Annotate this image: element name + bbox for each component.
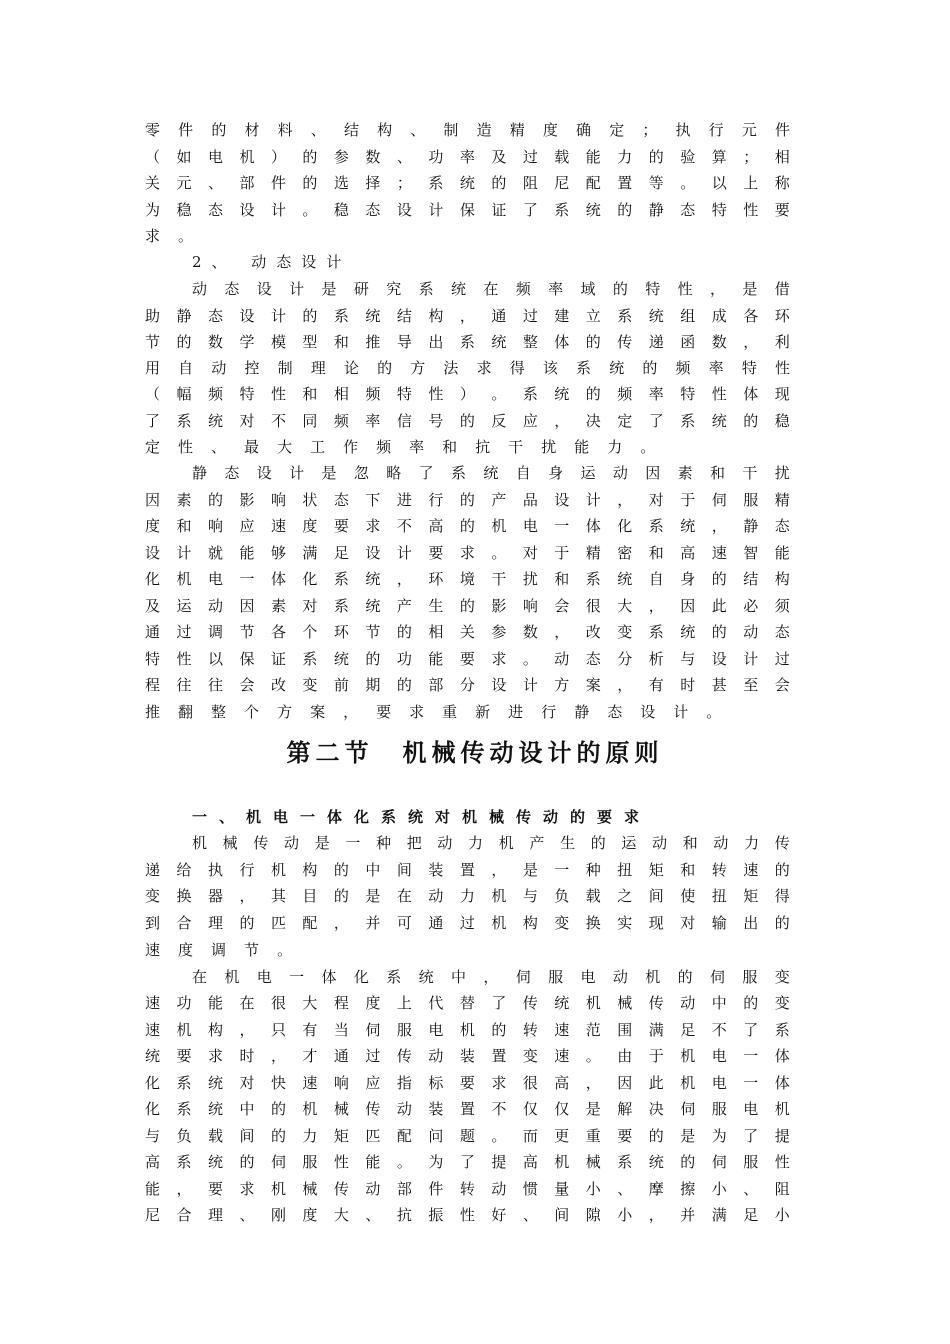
text-line: 能 ， 要 求 机 械 传 动 部 件 转 动 惯 量 小 、 摩 擦 小 、 阻: [145, 1180, 790, 1198]
text-line: （ 如 电 机 ） 的 参 数 、 功 率 及 过 载 能 力 的 验 算 ； 相: [145, 148, 790, 166]
text-line: 了 系 统 对 不 同 频 率 信 号 的 反 应 ， 决 定 了 系 统 的 稳: [145, 412, 790, 430]
text-line: 速 功 能 在 很 大 程 度 上 代 替 了 传 统 机 械 传 动 中 的 变: [145, 994, 790, 1012]
text-line: 速 度 调 节 。: [145, 941, 293, 959]
subheading: 2、 动态设计: [192, 253, 352, 271]
text-line: 到 合 理 的 匹 配 ， 并 可 通 过 机 构 变 换 实 现 对 输 出 的: [145, 914, 790, 932]
text-line: 求 。: [145, 227, 194, 245]
text-line: 助 静 态 设 计 的 系 统 结 构 ， 通 过 建 立 系 统 组 成 各 环: [145, 307, 790, 325]
text-line: 关 元 、 部 件 的 选 择 ； 系 统 的 阻 尼 配 置 等 。 以 上 称: [145, 174, 790, 192]
text-line: 用 自 动 控 制 理 论 的 方 法 求 得 该 系 统 的 频 率 特 性: [145, 359, 790, 377]
text-line: 机 械 传 动 是 一 种 把 动 力 机 产 生 的 运 动 和 动 力 传: [192, 834, 790, 852]
text-line: 因 素 的 影 响 状 态 下 进 行 的 产 品 设 计 ， 对 于 伺 服 精: [145, 491, 790, 509]
section-title: 第二节 机械传动设计的原则: [286, 738, 664, 767]
text-line: 为 稳 态 设 计 。 稳 态 设 计 保 证 了 系 统 的 静 态 特 性 要: [145, 201, 790, 219]
text-line: 静 态 设 计 是 忽 略 了 系 统 自 身 运 动 因 素 和 干 扰: [192, 464, 790, 482]
text-line: 度 和 响 应 速 度 要 求 不 高 的 机 电 一 体 化 系 统 ， 静 态: [145, 517, 790, 535]
text-line: （ 幅 频 特 性 和 相 频 特 性 ） 。 系 统 的 频 率 特 性 体 现: [145, 385, 790, 403]
text-line: 程 往 往 会 改 变 前 期 的 部 分 设 计 方 案 ， 有 时 甚 至 会: [145, 676, 790, 694]
text-line: 节 的 数 学 模 型 和 推 导 出 系 统 整 体 的 传 递 函 数 ， 利: [145, 333, 790, 351]
text-line: 通 过 调 节 各 个 环 节 的 相 关 参 数 ， 改 变 系 统 的 动 态: [145, 623, 790, 641]
text-line: 化 机 电 一 体 化 系 统 ， 环 境 干 扰 和 系 统 自 身 的 结 构: [145, 570, 790, 588]
text-line: 定 性 、 最 大 工 作 频 率 和 抗 干 扰 能 力 。: [145, 438, 656, 456]
text-line: 尼 合 理 、 刚 度 大 、 抗 振 性 好 、 间 隙 小 ， 并 满 足 小: [145, 1206, 790, 1224]
text-line: 推 翻 整 个 方 案 ， 要 求 重 新 进 行 静 态 设 计 。: [145, 703, 722, 721]
text-line: 动 态 设 计 是 研 究 系 统 在 频 率 域 的 特 性 ， 是 借: [192, 280, 790, 298]
text-line: 变 换 器 ， 其 目 的 是 在 动 力 机 与 负 载 之 间 使 扭 矩 得: [145, 887, 790, 905]
text-line: 统 要 求 时 ， 才 通 过 传 动 装 置 变 速 。 由 于 机 电 一 体: [145, 1047, 790, 1065]
text-line: 设 计 就 能 够 满 足 设 计 要 求 。 对 于 精 密 和 高 速 智 能: [145, 544, 790, 562]
text-line: 在 机 电 一 体 化 系 统 中 ， 伺 服 电 动 机 的 伺 服 变: [192, 968, 790, 986]
text-line: 高 系 统 的 伺 服 性 能 。 为 了 提 高 机 械 系 统 的 伺 服 性: [145, 1153, 790, 1171]
heading-1: 一、机电一体化系统对机械传动的要求: [192, 808, 652, 826]
text-line: 速 机 构 ， 只 有 当 伺 服 电 机 的 转 速 范 围 满 足 不 了 系: [145, 1021, 790, 1039]
text-line: 化 系 统 对 快 速 响 应 指 标 要 求 很 高 ， 因 此 机 电 一 体: [145, 1074, 790, 1092]
text-line: 特 性 以 保 证 系 统 的 功 能 要 求 。 动 态 分 析 与 设 计 过: [145, 650, 790, 668]
text-line: 零 件 的 材 料 、 结 构 、 制 造 精 度 确 定 ； 执 行 元 件: [145, 121, 790, 139]
text-line: 化 系 统 中 的 机 械 传 动 装 置 不 仅 仅 是 解 决 伺 服 电 机: [145, 1100, 790, 1118]
text-line: 与 负 载 间 的 力 矩 匹 配 问 题 。 而 更 重 要 的 是 为 了 提: [145, 1127, 790, 1145]
text-line: 递 给 执 行 机 构 的 中 间 装 置 ， 是 一 种 扭 矩 和 转 速 的: [145, 861, 790, 879]
text-line: 及 运 动 因 素 对 系 统 产 生 的 影 响 会 很 大 ， 因 此 必 须: [145, 597, 790, 615]
